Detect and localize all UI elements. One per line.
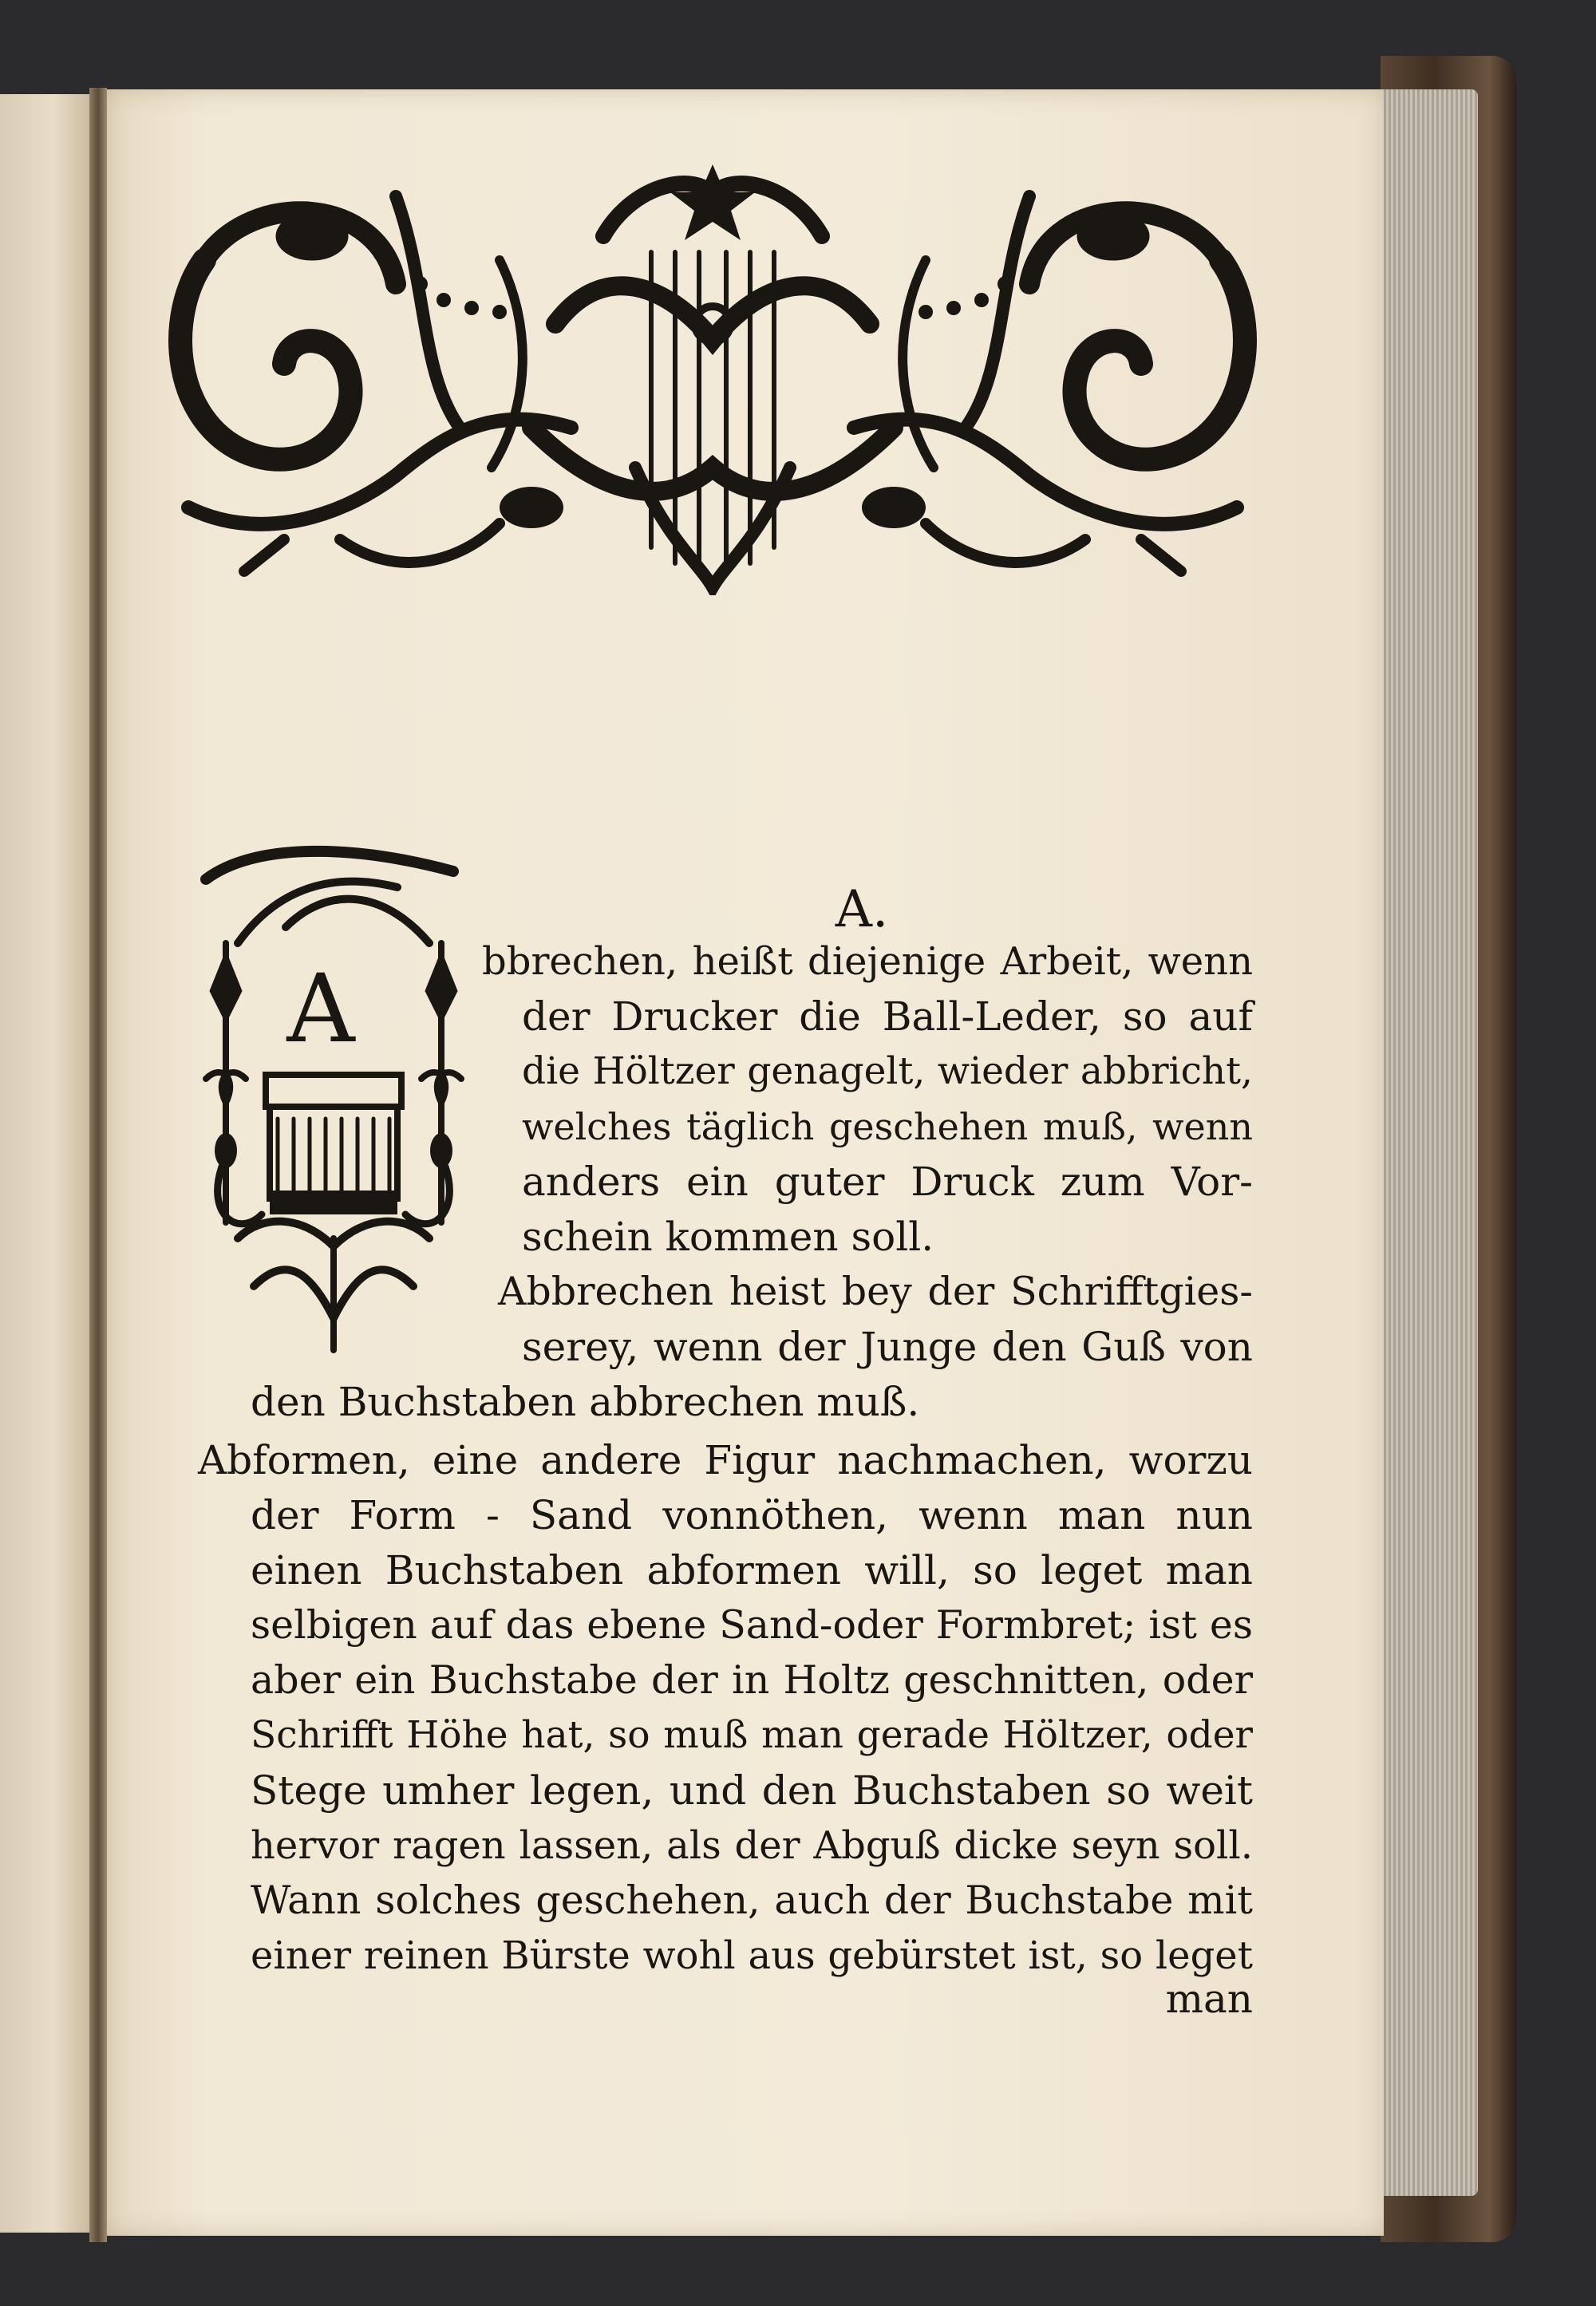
- text-line: der Form - Sand vonnöthen, wenn man nun: [251, 1492, 1253, 1538]
- text-line: anders ein guter Druck zum Vor-: [522, 1159, 1253, 1205]
- text-line: Abformen, eine andere Figur nachmachen, worzu: [198, 1437, 1253, 1483]
- text-line: welches täglich geschehen muß, wenn: [522, 1105, 1253, 1148]
- book-gutter: [89, 88, 107, 2242]
- text-line: serey, wenn der Junge den Guß von: [522, 1324, 1253, 1370]
- catchword: man: [1165, 1976, 1253, 2022]
- text-line: aber ein Buchstabe der in Holtz geschnitten, oder: [251, 1657, 1253, 1703]
- initial-ornament: [190, 839, 477, 1358]
- text-line: hervor ragen lassen, als der Abguß dicke seyn soll.: [251, 1823, 1253, 1868]
- text-line: schein kommen soll.: [522, 1214, 934, 1260]
- left-page-edge: [0, 94, 89, 2233]
- text-line: Stege umher legen, und den Buchstaben so weit: [251, 1767, 1253, 1814]
- text-line: einer reinen Bürste wohl aus gebürstet ist, so leget: [251, 1933, 1253, 1978]
- text-line: Wann solches geschehen, auch der Buchstabe mit: [251, 1878, 1253, 1923]
- initial-letter: A: [286, 954, 355, 1064]
- text-line: selbigen auf das ebene Sand-oder Formbret; ist es: [251, 1602, 1253, 1648]
- text-line: Schrifft Höhe hat, so muß man gerade Höltzer, oder: [251, 1713, 1253, 1757]
- section-heading: A.: [835, 880, 889, 939]
- page-fore-edge: [1374, 89, 1478, 2196]
- text-line: Abbrechen heist bey der Schrifftgies-: [498, 1269, 1253, 1314]
- text-line: den Buchstaben abbrechen muß.: [251, 1379, 920, 1425]
- text-line: bbrechen, heißt diejenige Arbeit, wenn: [482, 939, 1253, 984]
- text-line: einen Buchstaben abformen will, so leget man: [251, 1547, 1253, 1593]
- text-line: die Höltzer genagelt, wieder abbricht,: [522, 1049, 1253, 1093]
- text-line: der Drucker die Ball-Leder, so auf: [522, 993, 1253, 1040]
- headpiece-ornament: [156, 164, 1269, 595]
